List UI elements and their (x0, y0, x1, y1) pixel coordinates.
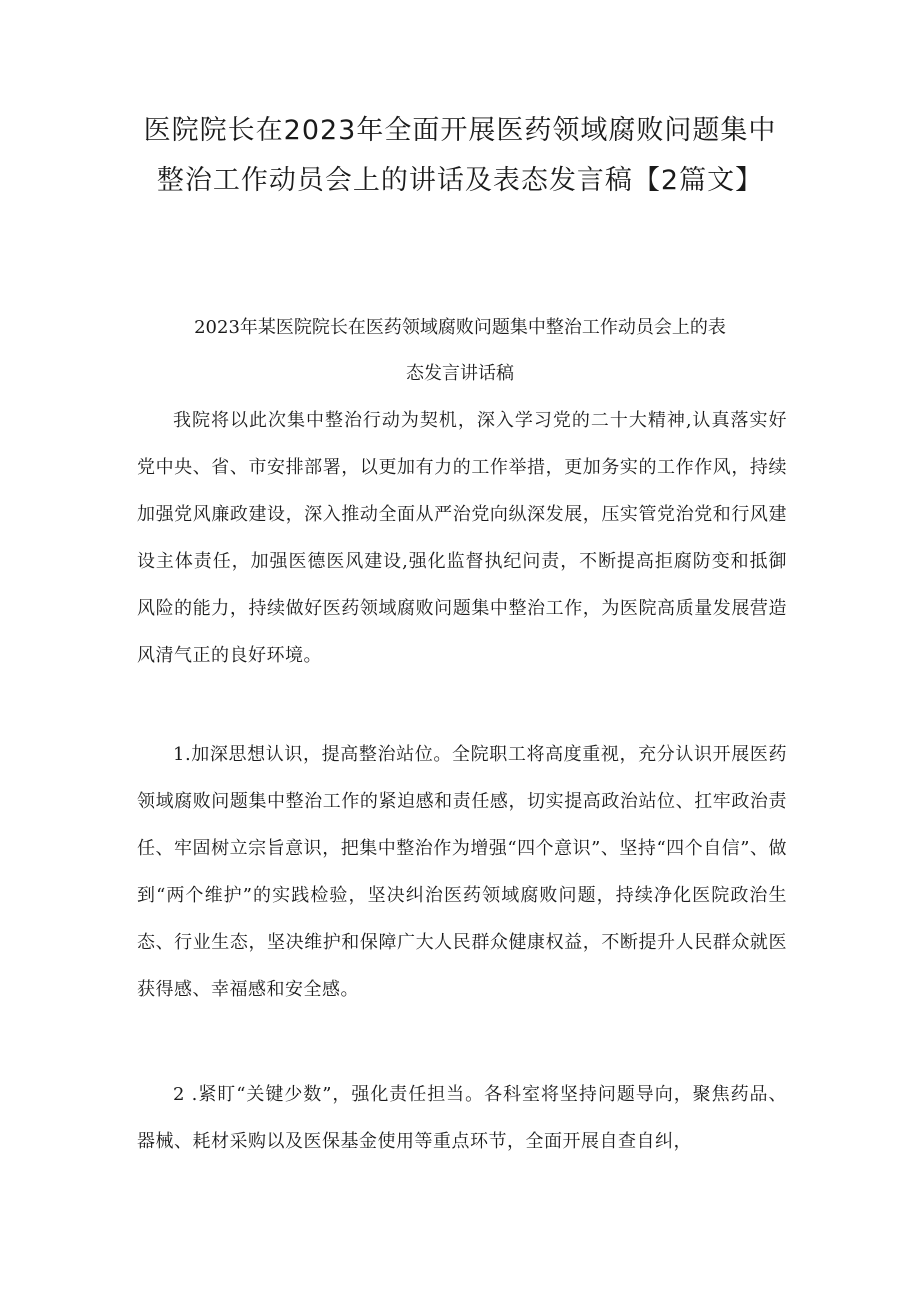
document-title (110, 106, 810, 206)
paragraph-point-1: 1.加深思想认识，提高整治站位。全院职工将高度重视，充分认识开展医药领域腐败问题集中整治工作的紧迫感和责任感，切实提高政治站位、扛牢政治责任、牢固树立宗旨意识，把集中整治作为增强“四个意识”、坚持“四个自信”、做到“两个维护”的实践检验，坚决纠治医药领域腐败问题，持续净化医院政治生态、行业生态，坚决维护和保障广大人民群众健康权益，不断提升人民群众就医获得感、幸福感和安全感。 (137, 744, 787, 1000)
speech-title (130, 305, 790, 397)
paragraph-intro: 我院将以此次集中整治行动为契机，深入学习党的二十大精神,认真落实好党中央、省、市安排部署，以更加有力的工作举措，更加务实的工作作风，持续加强党风廉政建设，深入推动全面从严治党向纵深发展，压实管党治党和行风建设主体责任，加强医德医风建设,强化监督执纪问责，不断提高拒腐防变和抵御风险的能力，持续做好医药领域腐败问题集中整治工作，为医院高质量发展营造风清气正的良好环境。 (137, 410, 787, 666)
speech-title-line-2: 态发言讲话稿 (406, 363, 514, 384)
paragraph-point-2: 2 .紧盯“关键少数”，强化责任担当。各科室将坚持问题导向，聚焦药品、器械、耗材采购以及医保基金使用等重点环节，全面开展自查自纠， (137, 1084, 787, 1152)
document-title-line-2: 整治工作动员会上的讲话及表态发言稿【2篇文】 (156, 165, 764, 196)
speech-title-line-1: 2023年某医院院长在医药领域腐败问题集中整治工作动员会上的表 (194, 317, 726, 338)
document-title-line-1: 医院院长在2023年全面开展医药领域腐败问题集中 (143, 115, 777, 146)
